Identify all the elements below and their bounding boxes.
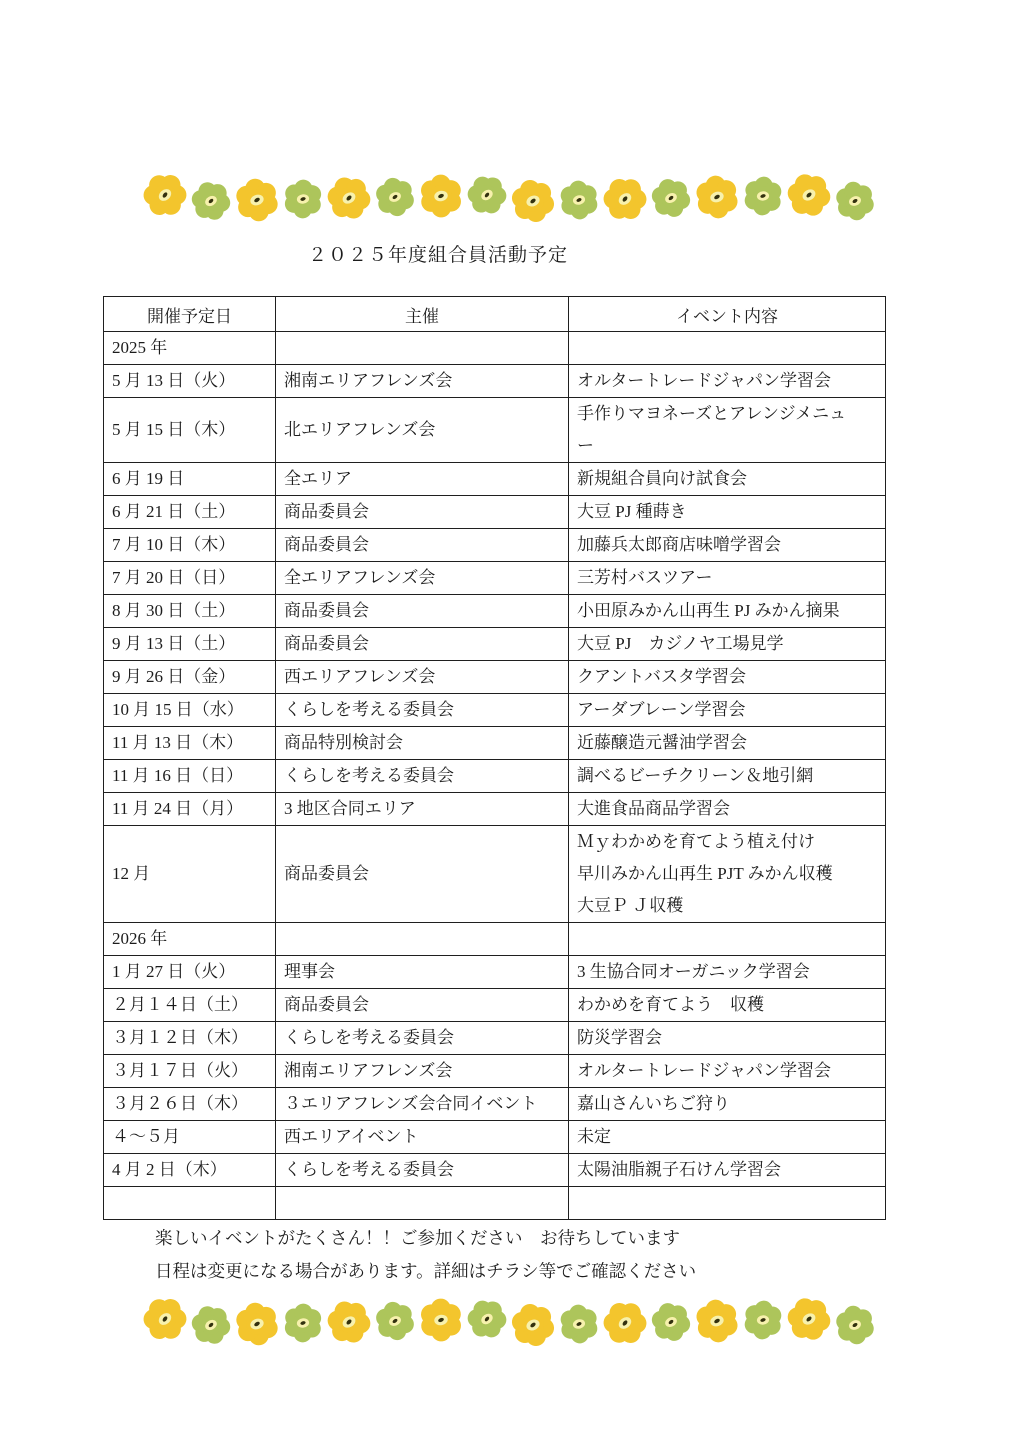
flower-icon <box>134 1286 196 1352</box>
table-row <box>104 826 886 923</box>
table-row <box>104 562 886 595</box>
date-cell: 11 月 13 日（木） <box>104 727 276 760</box>
flower-icon <box>412 165 470 228</box>
host-cell <box>276 923 569 956</box>
flower-icon <box>782 165 837 225</box>
flower-icon <box>832 1299 878 1350</box>
host-cell: 商品委員会 <box>276 529 569 562</box>
event-cell <box>569 760 886 793</box>
flower-icon <box>321 1291 378 1353</box>
table-row <box>104 529 886 562</box>
page-title: ２０２５年度組合員活動予定 <box>308 245 569 266</box>
host-cell: くらしを考える委員会 <box>276 760 569 793</box>
host-cell: 西エリアフレンズ会 <box>276 661 569 694</box>
table-row <box>104 661 886 694</box>
flower-icon <box>782 1289 837 1349</box>
host-cell <box>276 332 569 365</box>
table-row <box>104 1055 886 1088</box>
event-line: 未定 <box>577 1127 611 1146</box>
event-line: 早川みかん山再生 PJT みかん収穫 <box>577 864 833 883</box>
event-cell <box>569 365 886 398</box>
flower-border-top <box>142 172 878 224</box>
host-cell: 商品委員会 <box>276 595 569 628</box>
date-cell: 10 月 15 日（水） <box>104 694 276 727</box>
date-cell: ４～５月 <box>104 1121 276 1154</box>
table-row <box>104 1022 886 1055</box>
flower-icon <box>373 172 417 222</box>
table-row <box>104 694 886 727</box>
flower-icon <box>832 175 878 226</box>
table-row <box>104 760 886 793</box>
event-line: 大豆Ｐ Ｊ収穫 <box>577 896 684 915</box>
table-row <box>104 496 886 529</box>
event-line: 近藤醸造元醤油学習会 <box>577 733 747 752</box>
flower-icon <box>595 1290 656 1355</box>
event-line: 嘉山さんいちご狩り <box>577 1094 730 1113</box>
flower-icon <box>595 166 656 231</box>
date-cell: 8 月 30 日（土） <box>104 595 276 628</box>
event-cell <box>569 529 886 562</box>
flower-icon <box>508 173 558 229</box>
flower-border-bottom <box>142 1296 878 1348</box>
date-cell: 5 月 13 日（火） <box>104 365 276 398</box>
table-body <box>104 332 886 1220</box>
flower-icon <box>690 168 743 227</box>
host-cell: 北エリアフレンズ会 <box>276 398 569 463</box>
event-cell <box>569 1154 886 1187</box>
event-cell <box>569 989 886 1022</box>
event-cell <box>569 727 886 760</box>
flower-icon <box>134 162 196 228</box>
host-cell: 全エリア <box>276 463 569 496</box>
date-cell: 11 月 16 日（日） <box>104 760 276 793</box>
host-cell: 商品委員会 <box>276 826 569 923</box>
flower-icon <box>460 1290 513 1347</box>
event-line: わかめを育てよう 収穫 <box>577 995 764 1014</box>
footer-line-2: 日程は変更になる場合があります。詳細はチラシ等でご確認ください <box>155 1261 697 1281</box>
event-line: 小田原みかん山再生 PJ みかん摘果 <box>577 601 840 620</box>
date-cell: 5 月 15 日（木） <box>104 398 276 463</box>
flower-icon <box>321 167 378 229</box>
event-cell <box>569 463 886 496</box>
host-cell <box>276 1187 569 1220</box>
event-line: ー <box>577 436 594 455</box>
table-row <box>104 365 886 398</box>
flower-icon <box>647 1296 694 1348</box>
event-line: 加藤兵太郎商店味噌学習会 <box>577 535 781 554</box>
host-cell: ３エリアフレンズ会合同イベント <box>276 1088 569 1121</box>
host-cell: 湘南エリアフレンズ会 <box>276 1055 569 1088</box>
event-cell <box>569 1022 886 1055</box>
table-row <box>104 628 886 661</box>
event-line: 三芳村バスツアー <box>577 568 713 587</box>
flower-icon <box>231 171 282 228</box>
event-cell <box>569 661 886 694</box>
date-cell: 2026 年 <box>104 923 276 956</box>
date-cell: 7 月 10 日（木） <box>104 529 276 562</box>
flower-icon <box>373 1296 417 1346</box>
host-cell: 商品委員会 <box>276 628 569 661</box>
column-header: 主催 <box>276 297 569 332</box>
table-row <box>104 793 886 826</box>
event-line: オルタートレードジャパン学習会 <box>577 371 831 390</box>
event-line: アーダブレーン学習会 <box>577 700 746 719</box>
table-row <box>104 1154 886 1187</box>
flower-icon <box>460 166 513 223</box>
event-line: 大豆 PJ カジノヤ工場見学 <box>577 634 784 653</box>
table-row <box>104 463 886 496</box>
host-cell: 3 地区合同エリア <box>276 793 569 826</box>
table-header-row <box>104 297 886 332</box>
host-cell: くらしを考える委員会 <box>276 1154 569 1187</box>
event-line: オルタートレードジャパン学習会 <box>577 1061 831 1080</box>
host-cell: 西エリアイベント <box>276 1121 569 1154</box>
footer-note <box>155 1222 696 1288</box>
column-header: 開催予定日 <box>104 297 276 332</box>
table-row <box>104 923 886 956</box>
event-cell <box>569 1088 886 1121</box>
host-cell: 湘南エリアフレンズ会 <box>276 365 569 398</box>
schedule-table <box>103 296 886 1220</box>
flower-icon <box>647 172 694 224</box>
footer-line-1: 楽しいイベントがたくさん！！ご参加ください お待ちしています <box>155 1228 680 1248</box>
event-cell <box>569 793 886 826</box>
host-cell: 商品特別検討会 <box>276 727 569 760</box>
event-cell <box>569 332 886 365</box>
host-cell: 理事会 <box>276 956 569 989</box>
date-cell: ３月１７日（火） <box>104 1055 276 1088</box>
date-cell: 6 月 21 日（土） <box>104 496 276 529</box>
host-cell: くらしを考える委員会 <box>276 1022 569 1055</box>
event-line: 防災学習会 <box>577 1028 662 1047</box>
event-cell <box>569 628 886 661</box>
table-row <box>104 398 886 463</box>
flower-icon <box>412 1289 470 1352</box>
event-cell <box>569 562 886 595</box>
event-line: Ｍｙわかめを育てよう植え付け <box>577 832 815 851</box>
date-cell: ３月２６日（木） <box>104 1088 276 1121</box>
date-cell: 9 月 13 日（土） <box>104 628 276 661</box>
date-cell: 4 月 2 日（木） <box>104 1154 276 1187</box>
event-cell <box>569 595 886 628</box>
flower-icon <box>690 1292 743 1351</box>
date-cell: 1 月 27 日（火） <box>104 956 276 989</box>
host-cell: 全エリアフレンズ会 <box>276 562 569 595</box>
flower-icon <box>508 1297 558 1353</box>
event-line: 大進食品商品学習会 <box>577 799 730 818</box>
event-cell <box>569 496 886 529</box>
table-row <box>104 989 886 1022</box>
event-cell <box>569 826 886 923</box>
host-cell: 商品委員会 <box>276 496 569 529</box>
date-cell: 12 月 <box>104 826 276 923</box>
table-row <box>104 1121 886 1154</box>
date-cell: 2025 年 <box>104 332 276 365</box>
date-cell <box>104 1187 276 1220</box>
column-header: イベント内容 <box>569 297 886 332</box>
date-cell: ３月１２日（木） <box>104 1022 276 1055</box>
event-cell <box>569 1187 886 1220</box>
date-cell: 7 月 20 日（日） <box>104 562 276 595</box>
event-cell <box>569 1055 886 1088</box>
table-row <box>104 1187 886 1220</box>
event-line: 太陽油脂親子石けん学習会 <box>577 1160 781 1179</box>
event-line: 3 生協合同オーガニック学習会 <box>577 962 810 981</box>
event-cell <box>569 694 886 727</box>
flower-icon <box>187 174 236 228</box>
table-row <box>104 727 886 760</box>
event-line: 新規組合員向け試食会 <box>577 469 747 488</box>
host-cell: 商品委員会 <box>276 989 569 1022</box>
event-line: 調べるビーチクリーン＆地引網 <box>577 766 814 785</box>
table-row <box>104 595 886 628</box>
table-row <box>104 1088 886 1121</box>
date-cell: 9 月 26 日（金） <box>104 661 276 694</box>
table-row <box>104 956 886 989</box>
event-cell <box>569 923 886 956</box>
event-line: 手作りマヨネーズとアレンジメニュ <box>577 404 847 423</box>
table-row <box>104 332 886 365</box>
event-cell <box>569 956 886 989</box>
date-cell: 11 月 24 日（月） <box>104 793 276 826</box>
date-cell: 6 月 19 日 <box>104 463 276 496</box>
event-cell <box>569 398 886 463</box>
event-cell <box>569 1121 886 1154</box>
date-cell: ２月１４日（土） <box>104 989 276 1022</box>
host-cell: くらしを考える委員会 <box>276 694 569 727</box>
flower-icon <box>187 1298 236 1352</box>
event-line: 大豆 PJ 種蒔き <box>577 502 687 521</box>
event-line: クアントバスタ学習会 <box>577 667 746 686</box>
flower-icon <box>231 1295 282 1352</box>
